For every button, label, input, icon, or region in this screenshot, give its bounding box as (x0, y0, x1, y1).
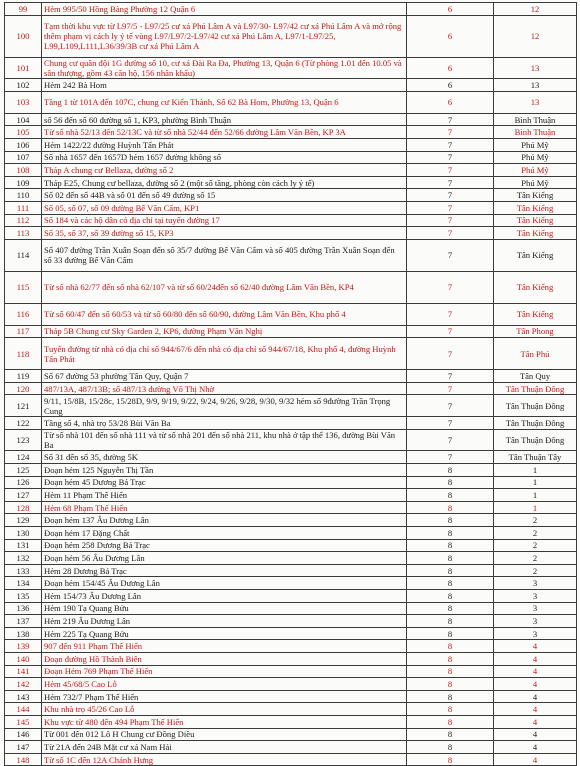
row-district: 6 (407, 57, 494, 79)
row-location: Tạm thời khu vực từ L97/5 - L97/25 cư xá Phú Lâm A và L97/30- L97/42 cư xá Phú Lâm A và mở rộng thêm phạm vị cách ly ỷ tế vùng L97/L97/2-L97/42 cư xá Phú Lâm A, L97/1-L97/25, L99,L109,L111,L36/39/3B cư xá Phú Lâm A (42, 15, 407, 57)
row-district: 8 (407, 627, 494, 640)
row-location: Hẻm 154/73 Âu Dương Lân (42, 590, 407, 603)
row-number: 111 (5, 201, 42, 214)
row-ward: 13 (494, 91, 577, 113)
table-row (5, 176, 577, 189)
table-row (5, 113, 577, 126)
row-district: 8 (407, 652, 494, 665)
table-row (5, 271, 577, 303)
row-location: Hẻm 45/68/5 Cao Lỗ (42, 678, 407, 691)
row-location: Từ số nhà 52/13 đến 52/13C và từ số nhà 52/44 đến 52/66 đường Lâm Văn Bền, KP 3A (42, 126, 407, 139)
row-district: 7 (407, 176, 494, 189)
row-number: 129 (5, 514, 42, 527)
row-location: Từ số nhà 62/77 đến số nhà 62/107 và từ số 60/24đến số 62/40 đường Lâm Văn Bền, KP4 (42, 271, 407, 303)
row-ward: Tân Thuận Đông (494, 382, 577, 395)
row-ward: 3 (494, 590, 577, 603)
table-row (5, 325, 577, 338)
row-number: 116 (5, 303, 42, 325)
table-row (5, 382, 577, 395)
row-ward: Tân Thuận Đông (494, 395, 577, 417)
row-number: 100 (5, 15, 42, 57)
row-district: 6 (407, 3, 494, 16)
row-number: 123 (5, 429, 42, 451)
row-number: 107 (5, 151, 42, 164)
row-number: 141 (5, 665, 42, 678)
row-district: 7 (407, 227, 494, 240)
lockdown-area-table (4, 2, 577, 766)
row-district: 7 (407, 239, 494, 271)
row-location: Hẻm 1422/22 đường Huỳnh Tấn Phát (42, 138, 407, 151)
table-row (5, 79, 577, 92)
row-location: Chung cư quân đội 1G đường số 10, cư xá Đài Ra Đa, Phường 13, Quận 6 (Từ phòng 1.01 đến 10.05 và sân thượng, gồm 43 căn hộ, 156 nhân khẩu) (42, 57, 407, 79)
row-location: số 56 đến số 60 đường số 1, KP3, phường Bình Thuận (42, 113, 407, 126)
row-district: 6 (407, 15, 494, 57)
row-ward: 4 (494, 703, 577, 716)
row-ward: 4 (494, 640, 577, 653)
row-district: 7 (407, 271, 494, 303)
row-ward: 3 (494, 615, 577, 628)
table-row (5, 728, 577, 741)
row-ward: Tân Thuận Đông (494, 417, 577, 430)
row-location: Đoạn hẻm 56 Âu Dương Lân (42, 552, 407, 565)
row-number: 110 (5, 189, 42, 202)
row-district: 7 (407, 138, 494, 151)
row-location: Từ số 1C đến 12A Chánh Hưng (42, 753, 407, 766)
row-number: 114 (5, 239, 42, 271)
row-district: 8 (407, 690, 494, 703)
row-number: 118 (5, 338, 42, 370)
table-row (5, 429, 577, 451)
row-ward: Tân Thuận Đông (494, 429, 577, 451)
row-location: Số 407 đường Trần Xuân Soạn đến số 35/7 đường Bế Văn Cấm và số 405 đường Trần Xuân Soạn đến số 33 đường Bế Văn Cấm (42, 239, 407, 271)
row-number: 142 (5, 678, 42, 691)
row-ward: Tân Kiểng (494, 227, 577, 240)
table-row (5, 627, 577, 640)
row-ward: 12 (494, 15, 577, 57)
row-number: 104 (5, 113, 42, 126)
table-row (5, 3, 577, 16)
table-row (5, 189, 577, 202)
row-location: Đoạn hẻm 17 Đặng Chất (42, 527, 407, 540)
row-ward: 4 (494, 715, 577, 728)
table-row (5, 640, 577, 653)
row-ward: Tân Quy (494, 370, 577, 383)
table-row (5, 678, 577, 691)
row-ward: 2 (494, 527, 577, 540)
row-location: 487/13A, 487/13B; số 487/13 đường Võ Thị Nhờ (42, 382, 407, 395)
row-ward: 12 (494, 3, 577, 16)
row-district: 8 (407, 590, 494, 603)
table-row (5, 476, 577, 489)
table-row (5, 590, 577, 603)
table-row (5, 539, 577, 552)
row-number: 134 (5, 577, 42, 590)
row-location: Tháp A chung cư Bellaza, đường số 2 (42, 164, 407, 177)
row-location: Tầng số 4, nhà trọ 53/28 Bùi Văn Ba (42, 417, 407, 430)
row-location: Số 31 đến số 35, đường 5K (42, 451, 407, 464)
row-district: 7 (407, 395, 494, 417)
row-location: Đoạn hẻm 137 Âu Dương Lân (42, 514, 407, 527)
row-ward: 3 (494, 577, 577, 590)
table-row (5, 501, 577, 514)
table-row (5, 201, 577, 214)
row-ward: Tân Thuận Tây (494, 451, 577, 464)
row-number: 140 (5, 652, 42, 665)
row-district: 7 (407, 214, 494, 227)
row-number: 146 (5, 728, 42, 741)
row-number: 147 (5, 741, 42, 754)
table-row (5, 602, 577, 615)
table-row (5, 715, 577, 728)
row-number: 112 (5, 214, 42, 227)
row-location: Đoạn hẻm 125 Nguyễn Thị Tần (42, 464, 407, 477)
table-body (5, 3, 577, 766)
row-location: Tầng 1 từ 101A đến 107C, chung cư Kiến Thành, Số 62 Bà Hom, Phường 13, Quận 6 (42, 91, 407, 113)
row-ward: Phú Mỹ (494, 138, 577, 151)
row-ward: 2 (494, 539, 577, 552)
row-location: Đoạn hẻm 45 Dương Bá Trạc (42, 476, 407, 489)
row-district: 8 (407, 552, 494, 565)
row-location: Tháp E25, Chung cư bellaza, đường số 2 (một số tầng, phòng còn cách ly ỷ tế) (42, 176, 407, 189)
row-ward: 13 (494, 57, 577, 79)
row-ward: Tân Kiểng (494, 201, 577, 214)
row-ward: 2 (494, 514, 577, 527)
row-location: Số nhà 1657 đến 1657D hẻm 1657 đường không số (42, 151, 407, 164)
row-ward: 3 (494, 602, 577, 615)
row-number: 138 (5, 627, 42, 640)
row-location: Đoạn đường Hồ Thành Biên (42, 652, 407, 665)
row-location: Hẻm 732/7 Phạm Thế Hiển (42, 690, 407, 703)
row-ward: Phú Mỹ (494, 164, 577, 177)
row-district: 8 (407, 602, 494, 615)
row-location: Hẻm 68 Phạm Thế Hiển (42, 501, 407, 514)
table-row (5, 690, 577, 703)
row-ward: Phú Mỹ (494, 151, 577, 164)
row-number: 144 (5, 703, 42, 716)
row-district: 6 (407, 91, 494, 113)
row-ward: 4 (494, 678, 577, 691)
table-row (5, 15, 577, 57)
row-ward: 1 (494, 464, 577, 477)
table-row (5, 126, 577, 139)
row-number: 103 (5, 91, 42, 113)
table-row (5, 164, 577, 177)
table-row (5, 703, 577, 716)
row-location: Hẻm 995/50 Hồng Bàng Phường 12 Quận 6 (42, 3, 407, 16)
row-ward: Tân Kiểng (494, 189, 577, 202)
row-district: 7 (407, 303, 494, 325)
row-location: Đoạn hẻm 154/45 Âu Dương Lân (42, 577, 407, 590)
row-number: 124 (5, 451, 42, 464)
row-location: Số 67 đường 53 phường Tân Quy, Quận 7 (42, 370, 407, 383)
row-number: 115 (5, 271, 42, 303)
row-location: Khu nhà trọ 45/26 Cao Lỗ (42, 703, 407, 716)
row-district: 8 (407, 678, 494, 691)
row-ward: 2 (494, 552, 577, 565)
row-ward: 4 (494, 753, 577, 766)
row-number: 126 (5, 476, 42, 489)
row-number: 108 (5, 164, 42, 177)
table-row (5, 227, 577, 240)
row-district: 8 (407, 476, 494, 489)
row-district: 8 (407, 728, 494, 741)
row-number: 133 (5, 564, 42, 577)
table-row (5, 652, 577, 665)
row-ward: Tân Kiểng (494, 239, 577, 271)
table-row (5, 527, 577, 540)
row-district: 8 (407, 715, 494, 728)
table-row (5, 417, 577, 430)
row-ward: Tân Phú (494, 338, 577, 370)
row-number: 127 (5, 489, 42, 502)
row-ward: 4 (494, 728, 577, 741)
row-ward: 4 (494, 652, 577, 665)
row-number: 145 (5, 715, 42, 728)
row-ward: Phú Mỹ (494, 176, 577, 189)
row-district: 8 (407, 665, 494, 678)
row-district: 7 (407, 151, 494, 164)
row-district: 7 (407, 429, 494, 451)
row-district: 8 (407, 489, 494, 502)
row-number: 119 (5, 370, 42, 383)
table-row (5, 151, 577, 164)
table-row (5, 514, 577, 527)
table-row (5, 338, 577, 370)
row-number: 143 (5, 690, 42, 703)
row-district: 7 (407, 382, 494, 395)
row-district: 8 (407, 703, 494, 716)
row-location: 907 đến 911 Phạm Thế Hiển (42, 640, 407, 653)
table-row (5, 370, 577, 383)
row-number: 148 (5, 753, 42, 766)
row-ward: 4 (494, 690, 577, 703)
row-location: Đoạn Hẻm 769 Phạm Thế Hiển (42, 665, 407, 678)
row-district: 7 (407, 189, 494, 202)
row-district: 8 (407, 640, 494, 653)
row-location: Tháp 5B Chung cư Sky Garden 2, KP6, đường Phạm Văn Nghị (42, 325, 407, 338)
row-number: 113 (5, 227, 42, 240)
row-number: 125 (5, 464, 42, 477)
row-ward: 3 (494, 627, 577, 640)
row-number: 102 (5, 79, 42, 92)
row-district: 8 (407, 514, 494, 527)
row-number: 130 (5, 527, 42, 540)
table-row (5, 214, 577, 227)
row-location: Từ 21A đến 24B Mặt cư xá Nam Hải (42, 741, 407, 754)
row-number: 131 (5, 539, 42, 552)
row-district: 8 (407, 753, 494, 766)
table-row (5, 91, 577, 113)
row-ward: Bình Thuận (494, 126, 577, 139)
table-row (5, 552, 577, 565)
row-district: 7 (407, 164, 494, 177)
row-ward: 13 (494, 79, 577, 92)
row-ward: Bình Thuận (494, 113, 577, 126)
row-ward: 2 (494, 564, 577, 577)
row-ward: 1 (494, 476, 577, 489)
row-ward: 1 (494, 489, 577, 502)
table-row (5, 451, 577, 464)
row-number: 135 (5, 590, 42, 603)
row-district: 8 (407, 741, 494, 754)
row-ward: 1 (494, 501, 577, 514)
row-number: 132 (5, 552, 42, 565)
table-row (5, 138, 577, 151)
row-district: 7 (407, 338, 494, 370)
row-number: 101 (5, 57, 42, 79)
table-row (5, 303, 577, 325)
table-row (5, 741, 577, 754)
table-row (5, 395, 577, 417)
table-row (5, 615, 577, 628)
row-number: 99 (5, 3, 42, 16)
row-number: 137 (5, 615, 42, 628)
row-location: Đoạn hẻm 258 Dương Bá Trạc (42, 539, 407, 552)
row-district: 7 (407, 417, 494, 430)
row-district: 8 (407, 464, 494, 477)
row-district: 8 (407, 577, 494, 590)
table-row (5, 489, 577, 502)
row-number: 122 (5, 417, 42, 430)
row-location: Số 05, số 07, số 09 đường Bế Văn Cấm, KP1 (42, 201, 407, 214)
row-number: 128 (5, 501, 42, 514)
row-district: 7 (407, 126, 494, 139)
row-ward: 4 (494, 741, 577, 754)
row-location: Số 35, số 37, số 39 đường số 15, KP3 (42, 227, 407, 240)
row-location: Từ số 60/47 đến số 60/53 và từ số 60/80 đến số 60/90, đường Lâm Văn Bền, Khu phố 4 (42, 303, 407, 325)
row-location: Khu vực từ 480 đến 494 Phạm Thế Hiển (42, 715, 407, 728)
row-ward: Tân Phong (494, 325, 577, 338)
table-row (5, 239, 577, 271)
row-ward: Tân Kiểng (494, 303, 577, 325)
row-location: Tuyến đường từ nhà có địa chỉ số 944/67/6 đến nhà có địa chỉ số 944/67/18, Khu phố 4, đường Huỳnh Tấn Phát (42, 338, 407, 370)
row-location: Từ số nhà 101 đến số nhà 111 và từ số nhà 201 đến số nhà 211, khu nhà ở tập thể 136, đường Bùi Văn Ba (42, 429, 407, 451)
row-location: Hẻm 190 Tạ Quang Bửu (42, 602, 407, 615)
row-location: Từ 001 đến 012 Lô H Chung cư Đồng Diều (42, 728, 407, 741)
row-number: 136 (5, 602, 42, 615)
table-row (5, 665, 577, 678)
table-row (5, 464, 577, 477)
row-ward: Tân Kiểng (494, 214, 577, 227)
row-district: 7 (407, 113, 494, 126)
row-location: Hẻm 242 Bà Hom (42, 79, 407, 92)
table-row (5, 564, 577, 577)
row-location: Số 184 và các hộ dân có địa chỉ tại tuyến đường 17 (42, 214, 407, 227)
table-row (5, 57, 577, 79)
row-district: 7 (407, 201, 494, 214)
row-number: 121 (5, 395, 42, 417)
row-ward: 4 (494, 665, 577, 678)
row-number: 117 (5, 325, 42, 338)
row-number: 109 (5, 176, 42, 189)
row-district: 8 (407, 539, 494, 552)
row-district: 6 (407, 79, 494, 92)
row-location: Hẻm 11 Phạm Thế Hiển (42, 489, 407, 502)
row-number: 139 (5, 640, 42, 653)
row-district: 8 (407, 501, 494, 514)
row-district: 8 (407, 564, 494, 577)
row-number: 105 (5, 126, 42, 139)
row-location: Hẻm 225 Tạ Quang Bửu (42, 627, 407, 640)
row-location: 9/11, 15/8B, 15/28c, 15/28D, 9/9, 9/19, 9/22, 9/24, 9/26, 9/28, 9/30, 9/32 hẻm số 9đường Trần Trọng Cung (42, 395, 407, 417)
row-location: Hẻm 28 Dương Bá Trạc (42, 564, 407, 577)
row-district: 8 (407, 615, 494, 628)
row-location: Số 02 đến số 44B và số 01 đến số 49 đường số 15 (42, 189, 407, 202)
row-number: 106 (5, 138, 42, 151)
row-location: Hẻm 219 Âu Dương Lân (42, 615, 407, 628)
row-district: 7 (407, 370, 494, 383)
row-district: 8 (407, 527, 494, 540)
row-district: 7 (407, 325, 494, 338)
row-district: 7 (407, 451, 494, 464)
row-number: 120 (5, 382, 42, 395)
table-row (5, 577, 577, 590)
row-ward: Tân Kiểng (494, 271, 577, 303)
